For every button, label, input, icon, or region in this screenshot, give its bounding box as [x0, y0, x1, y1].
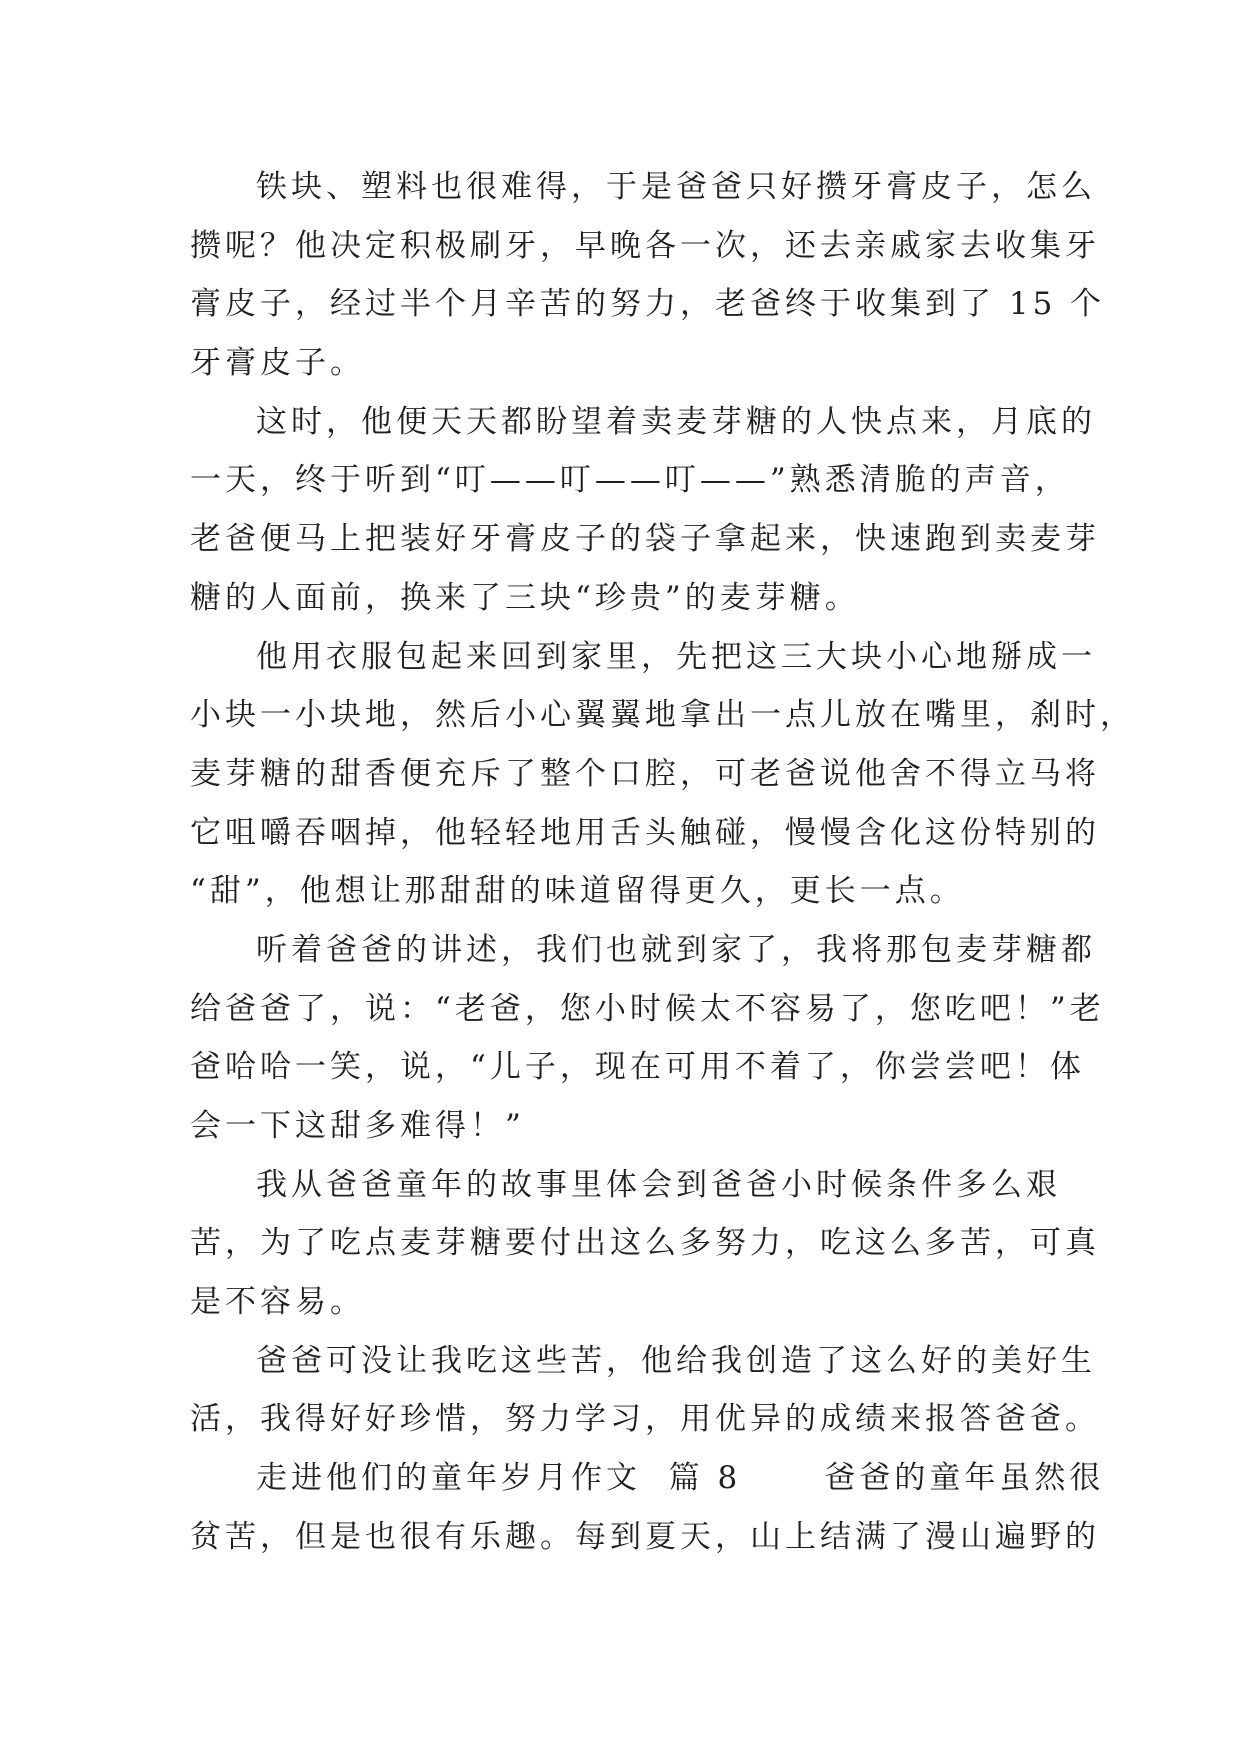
text-line: 贫苦，但是也很有乐趣。每到夏天，山上结满了漫山遍野的 — [190, 1518, 1100, 1555]
text-line: 这时，他便天天都盼望着卖麦芽糖的人快点来，月底的 — [256, 403, 1096, 440]
text-line: 一天，终于听到“叮——叮——叮——”熟悉清脆的声音， — [190, 462, 1070, 499]
text-line: 爸爸可没让我吃这些苦，他给我创造了这么好的美好生 — [256, 1342, 1096, 1379]
text-line: 听着爸爸的讲述，我们也就到家了，我将那包麦芽糖都 — [256, 931, 1096, 968]
text-line: 会一下这甜多难得！” — [190, 1108, 525, 1144]
text-line: 攒呢？他决定积极刷牙，早晚各一次，还去亲戚家去收集牙 — [190, 227, 1100, 264]
text-line: 爸哈哈一笑，说，“儿子，现在可用不着了，你尝尝吧！体 — [190, 1049, 1085, 1086]
text-line: 他用衣服包起来回到家里，先把这三大块小心地掰成一 — [256, 638, 1096, 675]
text-line: 给爸爸了，说：“老爸，您小时候太不容易了，您吃吧！”老 — [190, 990, 1105, 1027]
text-line: 膏皮子，经过半个月辛苦的努力，老爸终于收集到了 15 个 — [190, 286, 1106, 323]
text-line: 小块一小块地，然后小心翼翼地拿出一点儿放在嘴里，刹时， — [190, 697, 1135, 734]
text-line: 活，我得好好珍惜，努力学习，用优异的成绩来报答爸爸。 — [190, 1401, 1100, 1438]
text-line: 老爸便马上把装好牙膏皮子的袋子拿起来，快速跑到卖麦芽 — [190, 521, 1100, 558]
text-line: 我从爸爸童年的故事里体会到爸爸小时候条件多么艰 — [256, 1166, 1061, 1203]
text-line: 糖的人面前，换来了三块“珍贵”的麦芽糖。 — [190, 579, 860, 616]
text-line: 苦，为了吃点麦芽糖要付出这么多努力，吃这么多苦，可真 — [190, 1225, 1100, 1262]
text-line: “甜”，他想让那甜甜的味道留得更久，更长一点。 — [190, 873, 965, 910]
section-heading-line: 走进他们的童年岁月作文 篇 8 爸爸的童年虽然很 — [256, 1460, 1105, 1497]
text-line: 是不容易。 — [190, 1284, 365, 1321]
text-line: 麦芽糖的甜香便充斥了整个口腔，可老爸说他舍不得立马将 — [190, 755, 1100, 792]
body-text — [190, 158, 1135, 1567]
text-line: 它咀嚼吞咽掉，他轻轻地用舌头触碰，慢慢含化这份特别的 — [190, 814, 1100, 851]
text-line: 牙膏皮子。 — [190, 345, 365, 382]
text-line: 铁块、塑料也很难得，于是爸爸只好攒牙膏皮子，怎么 — [256, 169, 1096, 205]
